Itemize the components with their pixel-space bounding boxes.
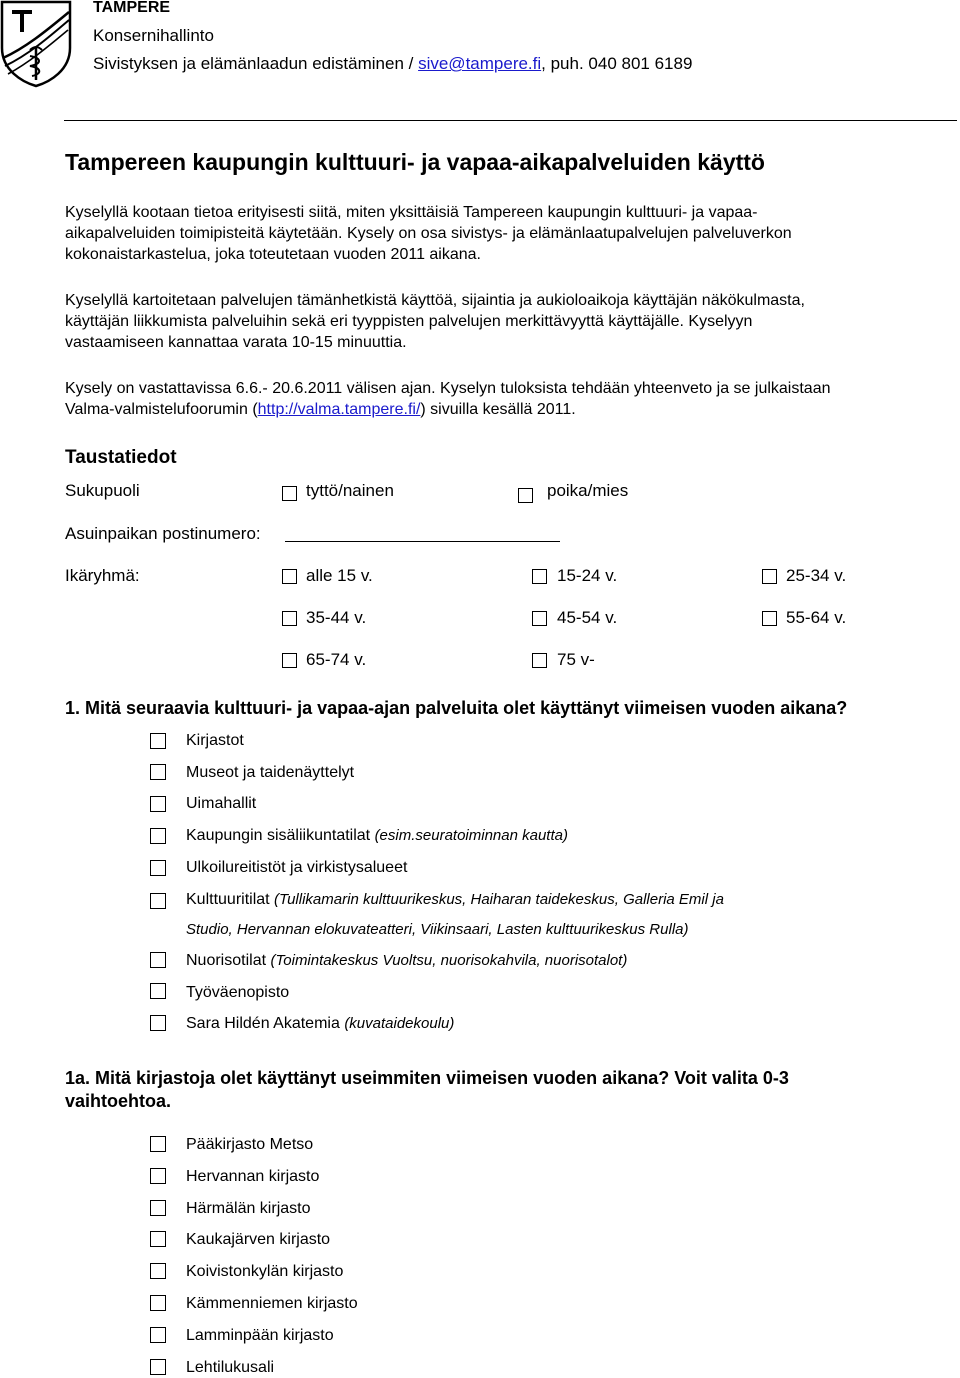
q1-checkbox-kirjastot[interactable] — [150, 733, 166, 749]
intro-p1-line3: kokonaistarkastelua, joka toteutetaan vuoden 2011 aikana. — [65, 246, 481, 263]
q1-option-kulttuuritilat-label: Kulttuuritilat — [186, 891, 275, 908]
q1a-checkbox-metso[interactable] — [150, 1136, 166, 1152]
contact-suffix: , puh. 040 801 6189 — [541, 54, 693, 73]
intro-p3-prefix: Valma-valmistelufoorumin ( — [65, 401, 258, 418]
q1-option-ulkoilu: Ulkoilureitistöt ja virkistysalueet — [186, 859, 408, 876]
q1-option-sarahilden-label: Sara Hildén Akatemia — [186, 1015, 345, 1032]
intro-p2 — [65, 290, 805, 353]
q1-option-nuorisotilat-label: Nuorisotilat — [186, 952, 271, 969]
gender-checkbox-female[interactable] — [282, 486, 297, 501]
age-option-75plus: 75 v- — [557, 650, 595, 669]
intro-p3 — [65, 378, 831, 420]
q1a-checkbox-hervanta[interactable] — [150, 1168, 166, 1184]
q1-checkbox-sisaliikunta[interactable] — [150, 828, 166, 844]
intro-p3-line1: Kysely on vastattavissa 6.6.- 20.6.2011 välisen ajan. Kyselyn tuloksista tehdään yhteenveto ja se julkaistaan — [65, 380, 831, 397]
q1-checkbox-uimahallit[interactable] — [150, 796, 166, 812]
q1-option-nuorisotilat — [186, 950, 627, 971]
contact-line — [93, 53, 692, 75]
gender-option-female: tyttö/nainen — [306, 481, 394, 500]
q1a-question-line2: vaihtoehtoa. — [65, 1091, 172, 1111]
q1a-checkbox-koivistonkyla[interactable] — [150, 1263, 166, 1279]
q1-option-sisaliikunta-note: (esim.seuratoiminnan kautta) — [374, 827, 568, 844]
q1-option-sisaliikunta — [186, 825, 568, 846]
q1a-question — [65, 1067, 789, 1113]
q1-question: 1. Mitä seuraavia kulttuuri- ja vapaa-ajan palveluita olet käyttänyt viimeisen vuoden aikana? — [65, 698, 848, 718]
age-checkbox-65-74[interactable] — [282, 653, 297, 668]
q1a-option-harmala: Härmälän kirjasto — [186, 1200, 311, 1217]
q1-option-uimahallit: Uimahallit — [186, 795, 257, 812]
q1a-option-metso: Pääkirjasto Metso — [186, 1136, 314, 1153]
q1-option-sisaliikunta-label: Kaupungin sisäliikuntatilat — [186, 827, 375, 844]
age-checkbox-45-54[interactable] — [532, 611, 547, 626]
gender-checkbox-male[interactable] — [518, 488, 533, 503]
age-option-45-54: 45-54 v. — [557, 608, 618, 627]
q1-option-kirjastot: Kirjastot — [186, 732, 244, 749]
postal-label: Asuinpaikan postinumero: — [65, 524, 261, 543]
page-title: Tampereen kaupungin kulttuuri- ja vapaa-aikapalveluiden käyttö — [65, 149, 765, 175]
age-option-25-34: 25-34 v. — [786, 566, 847, 585]
age-option-65-74: 65-74 v. — [306, 650, 367, 669]
q1-checkbox-tyovaenopisto[interactable] — [150, 983, 166, 999]
q1-option-sarahilden — [186, 1013, 454, 1034]
intro-p3-line2 — [65, 399, 831, 420]
q1-option-museot: Museot ja taidenäyttelyt — [186, 764, 355, 781]
age-option-15-24: 15-24 v. — [557, 566, 618, 585]
q1a-checkbox-lehtilukusali[interactable] — [150, 1359, 166, 1375]
gender-option-male: poika/mies — [547, 481, 629, 500]
age-checkbox-15-24[interactable] — [532, 569, 547, 584]
age-checkbox-25-34[interactable] — [762, 569, 777, 584]
q1a-option-kaukajarvi: Kaukajärven kirjasto — [186, 1231, 331, 1248]
background-heading: Taustatiedot — [65, 447, 177, 468]
q1-option-kulttuuritilat-note: (Tullikamarin kulttuurikeskus, Haiharan taidekeskus, Galleria Emil ja — [274, 891, 724, 908]
q1-option-sarahilden-note: (kuvataidekoulu) — [344, 1015, 455, 1032]
q1-option-nuorisotilat-note: (Toimintakeskus Vuoltsu, nuorisokahvila, nuorisotalot) — [270, 952, 628, 969]
age-option-under15: alle 15 v. — [306, 566, 373, 585]
q1-option-kulttuuritilat — [186, 889, 724, 910]
q1a-question-line1: 1a. Mitä kirjastoja olet käyttänyt useimmiten viimeisen vuoden aikana? Voit valita 0-3 — [65, 1068, 789, 1088]
valma-link[interactable]: http://valma.tampere.fi/ — [257, 401, 421, 418]
q1a-option-hervanta: Hervannan kirjasto — [186, 1168, 320, 1185]
q1a-option-lamminpaa: Lamminpään kirjasto — [186, 1327, 334, 1344]
q1a-option-koivistonkyla: Koivistonkylän kirjasto — [186, 1263, 344, 1280]
intro-p1-line2: aikapalveluiden toimipisteitä käytetään. Kysely on osa sivistys- ja elämänlaatupalvelujen palveluverkon — [65, 225, 792, 242]
q1-checkbox-ulkoilu[interactable] — [150, 860, 166, 876]
intro-p2-line2: käyttäjän liikkumista palveluihin sekä eri tyyppisten palvelujen merkittävyyttä käyttäjälle. Kyselyyn — [65, 313, 753, 330]
q1a-checkbox-kammenniemi[interactable] — [150, 1295, 166, 1311]
header-divider — [64, 120, 957, 121]
tampere-logo — [0, 0, 72, 88]
unit-name: Konsernihallinto — [93, 26, 214, 45]
q1a-checkbox-lamminpaa[interactable] — [150, 1327, 166, 1343]
age-option-35-44: 35-44 v. — [306, 608, 367, 627]
age-checkbox-55-64[interactable] — [762, 611, 777, 626]
q1-option-kulttuuritilat-continuation: Studio, Hervannan elokuvateatteri, Viikinsaari, Lasten kulttuurikeskus Rulla) — [186, 921, 689, 938]
age-label: Ikäryhmä: — [65, 566, 140, 585]
intro-p1-line1: Kyselyllä kootaan tietoa erityisesti siitä, miten yksittäisiä Tampereen kaupungin kulttuuri- ja vapaa- — [65, 204, 758, 221]
intro-p1 — [65, 202, 792, 265]
q1a-option-lehtilukusali: Lehtilukusali — [186, 1359, 275, 1376]
age-checkbox-35-44[interactable] — [282, 611, 297, 626]
q1-checkbox-museot[interactable] — [150, 764, 166, 780]
intro-p3-suffix: ) sivuilla kesällä 2011. — [420, 401, 576, 418]
contact-prefix: Sivistyksen ja elämänlaadun edistäminen / — [93, 54, 419, 73]
age-option-55-64: 55-64 v. — [786, 608, 847, 627]
q1-option-tyovaenopisto: Työväenopisto — [186, 984, 290, 1001]
age-checkbox-under15[interactable] — [282, 569, 297, 584]
contact-email-link[interactable]: sive@tampere.fi — [418, 54, 542, 73]
intro-p2-line3: vastaamiseen kannattaa varata 10-15 minuuttia. — [65, 334, 407, 351]
q1-checkbox-kulttuuritilat[interactable] — [150, 893, 166, 909]
q1a-checkbox-kaukajarvi[interactable] — [150, 1231, 166, 1247]
intro-p2-line1: Kyselyllä kartoitetaan palvelujen tämänhetkistä käyttöä, sijaintia ja aukioloaikoja käyttäjän näkökulmasta, — [65, 292, 805, 309]
q1a-option-kammenniemi: Kämmenniemen kirjasto — [186, 1295, 358, 1312]
postal-input-line[interactable] — [285, 541, 560, 542]
gender-label: Sukupuoli — [65, 481, 140, 500]
age-checkbox-75plus[interactable] — [532, 653, 547, 668]
q1-checkbox-sarahilden[interactable] — [150, 1015, 166, 1031]
q1-checkbox-nuorisotilat[interactable] — [150, 952, 166, 968]
org-name: TAMPERE — [93, 0, 171, 16]
q1a-checkbox-harmala[interactable] — [150, 1200, 166, 1216]
